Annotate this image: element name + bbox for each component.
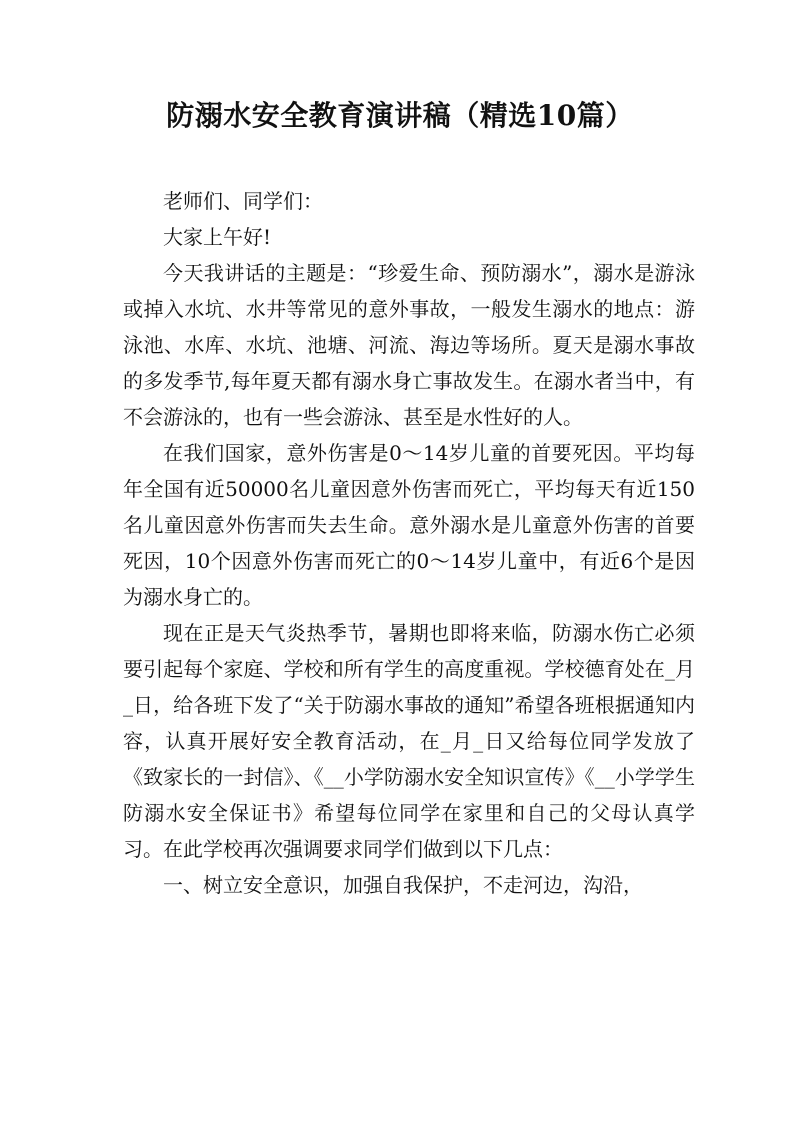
document-body (123, 183, 695, 903)
paragraph-point-one: 一、树立安全意识，加强自我保护，不走河边，沟沿， (163, 873, 643, 897)
paragraph-school-actions: 现在正是天气炎热季节，暑期也即将来临，防溺水伤亡必须要引起每个家庭、学校和所有学生的高度重视。学校德育处在_月_日，给各班下发了“关于防溺水事故的通知”希望各班根据通知内容，认真开展好安全教育活动，在_月_日又给每位同学发放了《致家长的一封信》、《__小学防溺水安全知识宣传》《__小学学生防溺水安全保证书》希望每位同学在家里和自己的父母认真学习。在此学校再次强调要求同学们做到以下几点： (123, 621, 695, 861)
paragraph-salutation: 大家上午好! (163, 225, 272, 249)
paragraph-topic: 今天我讲话的主题是：“珍爱生命、预防溺水”，溺水是游泳或掉入水坑、水井等常见的意外事故，一般发生溺水的地点：游泳池、水库、水坑、池塘、河流、海边等场所。夏天是溺水事故的多发季节,每年夏天都有溺水身亡事故发生。在溺水者当中，有不会游泳的，也有一些会游泳、甚至是水性好的人。 (123, 261, 695, 429)
paragraph-statistics: 在我们国家，意外伤害是0～14岁儿童的首要死因。平均每年全国有近50000名儿童因意外伤害而死亡，平均每天有近150名儿童因意外伤害而失去生命。意外溺水是儿童意外伤害的首要死因，10个因意外伤害而死亡的0～14岁儿童中，有近6个是因为溺水身亡的。 (123, 441, 695, 609)
document-title: 防溺水安全教育演讲稿（精选10篇） (166, 99, 634, 132)
paragraph-greeting: 老师们、同学们： (163, 189, 323, 213)
